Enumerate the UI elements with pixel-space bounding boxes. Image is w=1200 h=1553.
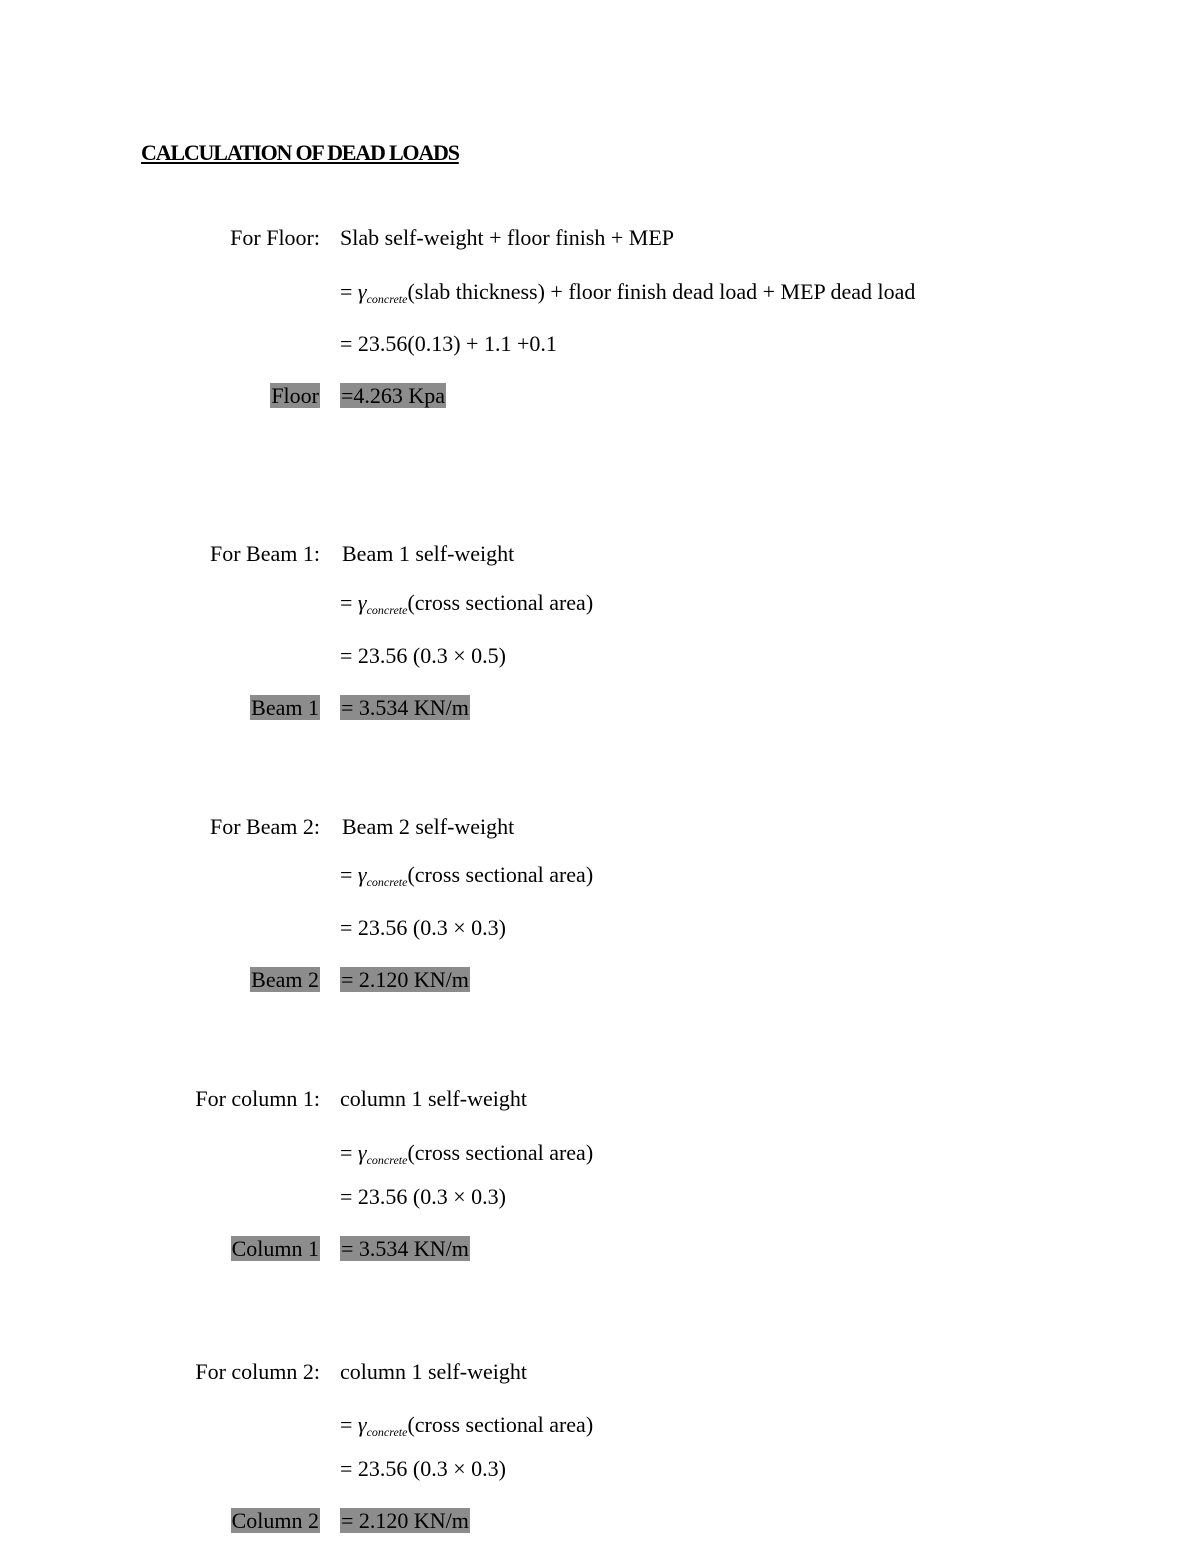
- floor-line-3: = 23.56(0.13) + 1.1 +0.1: [340, 331, 557, 356]
- section-label-column-2: For column 2:: [195, 1359, 320, 1384]
- floor-line-1: Slab self-weight + floor finish + MEP: [340, 225, 675, 250]
- gamma-symbol: γ: [357, 590, 367, 615]
- gamma-symbol: γ: [357, 279, 367, 304]
- floor-line-2-rest: (slab thickness) + floor finish dead load + MEP dead load: [407, 279, 916, 304]
- column-2-line-2: [340, 1412, 593, 1445]
- gamma-symbol: γ: [357, 1140, 367, 1165]
- gamma-subscript: concrete: [366, 292, 408, 306]
- result-label-column-2: Column 2: [231, 1508, 319, 1533]
- equals-sign: =: [340, 1412, 358, 1437]
- section-label-floor: For Floor:: [230, 225, 320, 250]
- column-1-line-2: [340, 1140, 593, 1173]
- beam-1-line-2: [340, 590, 593, 623]
- column-1-line-2-rest: (cross sectional area): [407, 1140, 594, 1165]
- result-value-beam-2: = 2.120 KN/m: [341, 967, 469, 992]
- section-label-beam-2: For Beam 2:: [210, 814, 320, 839]
- column-2-line-1: column 1 self-weight: [340, 1359, 527, 1384]
- column-1-line-3: = 23.56 (0.3 × 0.3): [340, 1184, 506, 1209]
- result-value-column-1: = 3.534 KN/m: [341, 1236, 469, 1261]
- result-value-column-2: = 2.120 KN/m: [341, 1508, 469, 1533]
- beam-2-line-2: [340, 862, 593, 895]
- result-value-beam-1: = 3.534 KN/m: [341, 695, 469, 720]
- equals-sign: =: [340, 862, 358, 887]
- beam-1-line-1: Beam 1 self-weight: [342, 541, 515, 566]
- equals-sign: =: [340, 590, 358, 615]
- gamma-symbol: γ: [357, 862, 367, 887]
- equals-sign: =: [340, 279, 358, 304]
- result-label-beam-2: Beam 2: [251, 967, 319, 992]
- beam-1-line-3: = 23.56 (0.3 × 0.5): [340, 643, 506, 668]
- floor-line-2: [340, 279, 915, 312]
- beam-2-line-1: Beam 2 self-weight: [342, 814, 515, 839]
- gamma-subscript: concrete: [366, 1425, 408, 1439]
- page-title: CALCULATION OF DEAD LOADS: [141, 140, 459, 165]
- section-label-column-1: For column 1:: [195, 1086, 320, 1111]
- gamma-subscript: concrete: [366, 603, 408, 617]
- column-2-line-3: = 23.56 (0.3 × 0.3): [340, 1456, 506, 1481]
- column-1-line-1: column 1 self-weight: [340, 1086, 527, 1111]
- result-value-floor: =4.263 Kpa: [341, 383, 446, 408]
- beam-2-line-3: = 23.56 (0.3 × 0.3): [340, 915, 506, 940]
- column-2-line-2-rest: (cross sectional area): [407, 1412, 594, 1437]
- result-label-beam-1: Beam 1: [251, 695, 319, 720]
- gamma-symbol: γ: [357, 1412, 367, 1437]
- section-label-beam-1: For Beam 1:: [210, 541, 320, 566]
- beam-2-line-2-rest: (cross sectional area): [407, 862, 594, 887]
- gamma-subscript: concrete: [366, 1153, 408, 1167]
- equals-sign: =: [340, 1140, 358, 1165]
- result-label-column-1: Column 1: [231, 1236, 319, 1261]
- gamma-subscript: concrete: [366, 875, 408, 889]
- beam-1-line-2-rest: (cross sectional area): [407, 590, 594, 615]
- result-label-floor: Floor: [271, 383, 319, 408]
